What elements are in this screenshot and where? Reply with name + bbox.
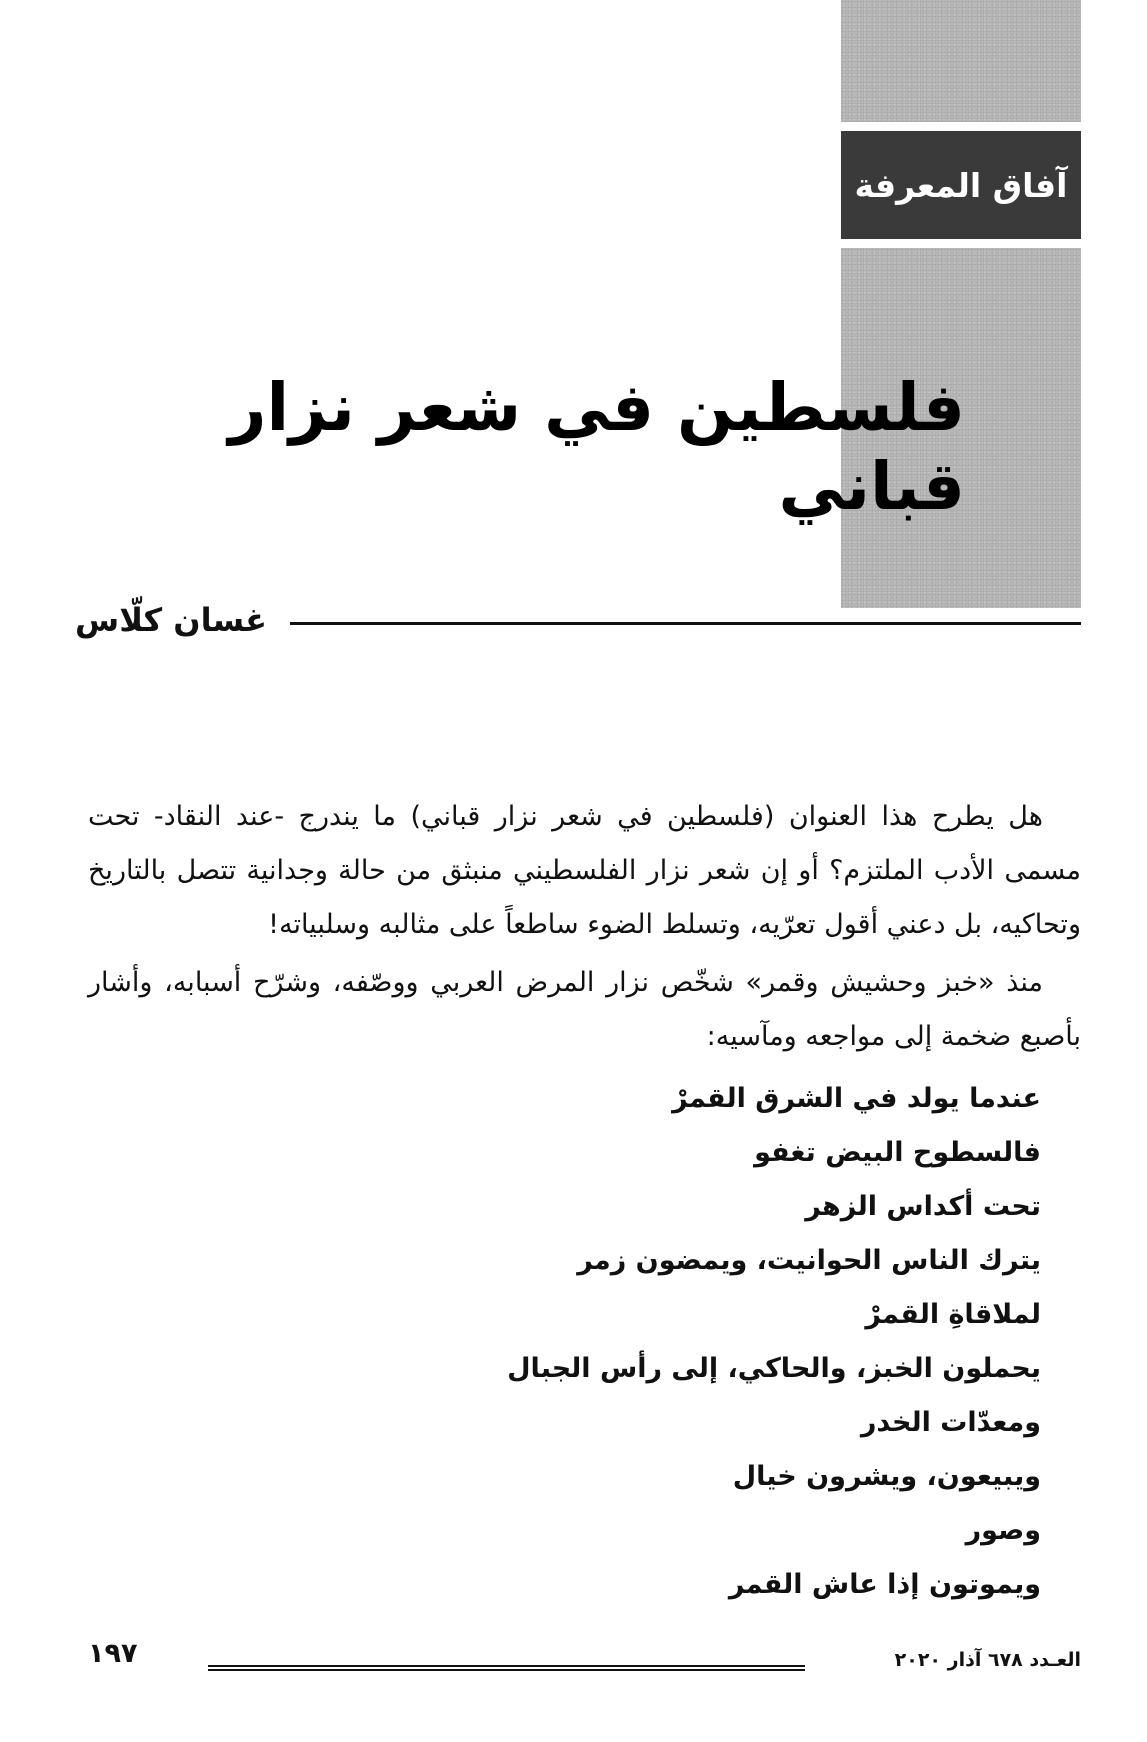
author-divider (290, 622, 1081, 625)
section-label: آفاق المعرفة (841, 131, 1081, 239)
poem-line: لملاقاةِ القمرْ (865, 1299, 1041, 1330)
poem-line: ومعدّات الخدر (860, 1407, 1041, 1438)
body-paragraph-2: منذ «خبز وحشيش وقمر» شخّص نزار المرض العربي ووصّفه، وشرّح أسبابه، وأشار بأصبع ضخمة إلى مواجعه ومآسيه: (88, 967, 1081, 1052)
poem-line: فالسطوح البيض تغفو (754, 1137, 1041, 1168)
poem-line: ويبيعون، ويشرون خيال (732, 1461, 1041, 1492)
decorative-gray-block-top (841, 0, 1081, 122)
article-title: فلسطين في شعر نزار قباني (228, 369, 965, 526)
body-paragraph-1: هل يطرح هذا العنوان (فلسطين في شعر نزار قباني) ما يندرج -عند النقاد- تحت مسمى الأدب الملتزم؟ أو إن شعر نزار الفلسطيني منبثق من حالة وجدانية تتصل بالتاريخ وتحاكيه، بل دعني أقول تعرّيه، وتسلط الضوء ساطعاً على مثالبه وسلبياته! (88, 801, 1081, 940)
poem-line: يترك الناس الحوانيت، ويمضون زمر (577, 1245, 1041, 1276)
article-body (88, 790, 1081, 1064)
poem-line: تحت أكداس الزهر (805, 1191, 1041, 1222)
poem-line: وصور (965, 1515, 1041, 1546)
author-name: غسان كلّاس (75, 601, 267, 639)
poem-line: عندما يولد في الشرق القمرْ (672, 1083, 1041, 1114)
issue-info: العـدد ٦٧٨ آذار ٢٠٢٠ (894, 1649, 1081, 1671)
poem-line: ويموتون إذا عاش القمر (728, 1569, 1041, 1600)
footer-divider (208, 1665, 805, 1671)
poem-line: يحملون الخبز، والحاكي، إلى رأس الجبال (507, 1353, 1041, 1384)
page-number: ١٩٧ (88, 1638, 138, 1669)
poem-excerpt (341, 1072, 1041, 1612)
